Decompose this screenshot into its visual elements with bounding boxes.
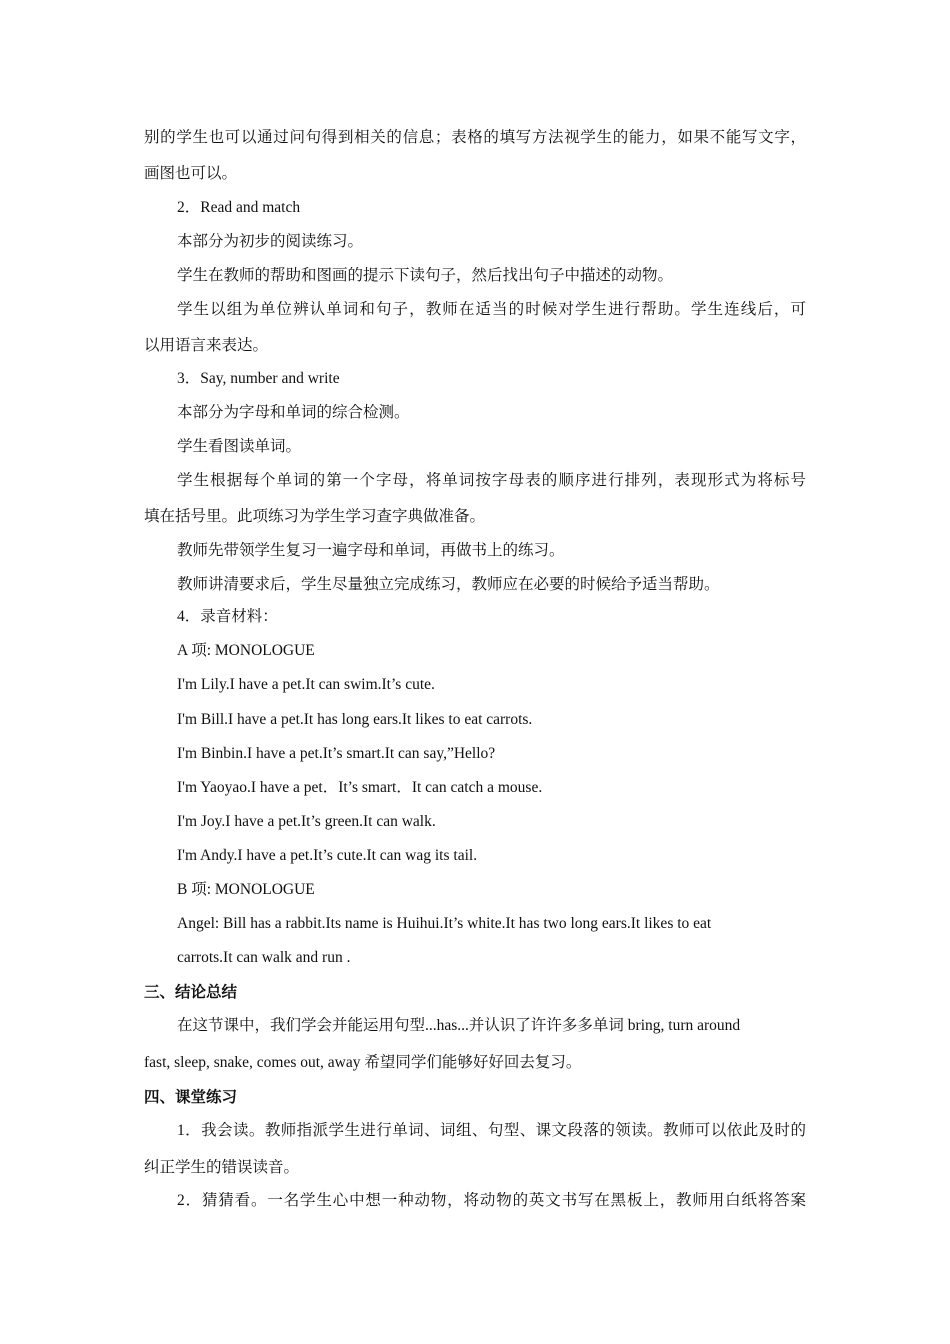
text-line: 学生以组为单位辨认单词和句子，教师在适当的时候对学生进行帮助。学生连线后，可	[177, 301, 806, 318]
text-line: I'm Binbin.I have a pet.It’s smart.It can say,”Hello?	[177, 745, 496, 762]
text-line: 学生根据每个单词的第一个字母，将单词按字母表的顺序进行排列，表现形式为将标号	[177, 472, 806, 489]
section-item-heading: 2．Read and match	[177, 199, 301, 216]
text-line: 本部分为初步的阅读练习。	[177, 233, 364, 250]
text-line: 1．我会读。教师指派学生进行单词、词组、句型、课文段落的领读。教师可以依此及时的	[177, 1122, 806, 1139]
text-line: fast, sleep, snake, comes out, away 希望同学们能够好好回去复习。	[144, 1054, 582, 1071]
text-line: 学生看图读单词。	[177, 438, 302, 455]
text-line: 教师先带领学生复习一遍字母和单词，再做书上的练习。	[177, 542, 565, 559]
text-line: 2．猜猜看。一名学生心中想一种动物，将动物的英文书写在黑板上，教师用白纸将答案	[177, 1192, 806, 1209]
text-line: I'm Bill.I have a pet.It has long ears.It likes to eat carrots.	[177, 711, 533, 728]
text-line: I'm Lily.I have a pet.It can swim.It’s cute.	[177, 676, 435, 693]
text-line: 以用语言来表达。	[144, 337, 269, 354]
text-line: 本部分为字母和单词的综合检测。	[177, 404, 410, 421]
text-line: I'm Yaoyao.I have a pet．It’s smart．It can catch a mouse.	[177, 779, 543, 796]
text-line: A 项: MONOLOGUE	[177, 642, 315, 659]
section-heading: 三、结论总结	[144, 984, 238, 1001]
text-line: 学生在教师的帮助和图画的提示下读句子，然后找出句子中描述的动物。	[177, 267, 674, 284]
text-line: 在这节课中，我们学会并能运用句型...has...并认识了许许多多单词 bring, turn around	[177, 1017, 741, 1034]
text-line: I'm Andy.I have a pet.It’s cute.It can wag its tail.	[177, 847, 478, 864]
text-line: 纠正学生的错误读音。	[144, 1159, 300, 1176]
text-line: B 项: MONOLOGUE	[177, 881, 315, 898]
section-heading: 四、课堂练习	[144, 1089, 238, 1106]
text-line: 画图也可以。	[144, 165, 238, 182]
text-line: carrots.It can walk and run .	[177, 949, 351, 966]
section-item-heading: 3．Say, number and write	[177, 370, 340, 387]
text-line: I'm Joy.I have a pet.It’s green.It can walk.	[177, 813, 436, 830]
section-item-heading: 4．录音材料：	[177, 608, 278, 625]
text-line: 别的学生也可以通过问句得到相关的信息；表格的填写方法视学生的能力，如果不能写文字，	[144, 129, 806, 146]
text-line: 教师讲清要求后，学生尽量独立完成练习，教师应在必要的时候给予适当帮助。	[177, 576, 720, 593]
text-line: Angel: Bill has a rabbit.Its name is Huihui.It’s white.It has two long ears.It likes to eat	[177, 915, 712, 932]
text-line: 填在括号里。此项练习为学生学习查字典做准备。	[144, 508, 486, 525]
